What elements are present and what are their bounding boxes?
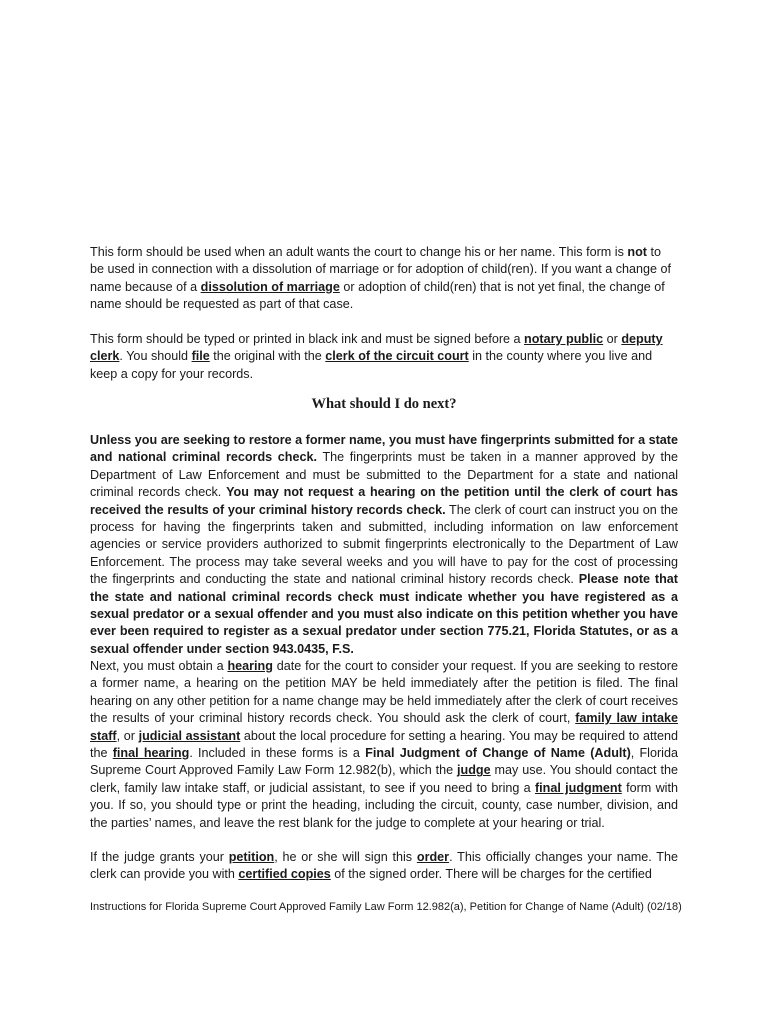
p2-text-1: This form should be typed or printed in black ink and must be signed before a — [90, 332, 525, 346]
term-clerk-of-circuit-court: clerk of the circuit court — [325, 349, 469, 364]
p4-text-6: , Florida Supreme Court Approved Family Law Form 12.982(b), which the — [90, 746, 678, 778]
term-family-law-intake-staff: family law intake staff — [90, 711, 679, 743]
term-judicial-assistant: judicial assistant — [138, 728, 241, 743]
term-file: file — [191, 349, 210, 364]
paragraph-purpose — [90, 244, 678, 314]
p3-bold-1: Unless you are seeking to restore a former name, you must have fingerprints submitted for a state and national criminal records check. — [90, 433, 678, 465]
paragraph-hearing — [90, 658, 678, 832]
term-certified-copies: certified copies — [238, 867, 331, 882]
paragraph-fingerprints — [90, 432, 678, 658]
term-hearing: hearing — [227, 659, 273, 673]
p2-text-5: in the county where you live and keep a copy for your records. — [90, 349, 653, 381]
p5-text-1: If the judge grants your — [90, 850, 229, 864]
term-final-judgment: final judgment — [534, 780, 622, 795]
p4-text-8: form with you. If so, you should type or print the heading, including the circuit, county, case number, division, and the parties’ names, and leave the rest blank for the judge to complete at your hearing or trial. — [90, 780, 678, 830]
term-deputy-clerk: deputy clerk — [90, 332, 663, 364]
p3-text-2: The clerk of court can instruct you on the process for having the fingerprints taken and submitted, including information on law enforcement agencies or service providers authorized to submit fingerprints electronically to the Department of Law Enforcement. The process may take several weeks and you will have to pay for the cost of processing the fingerprints and conducting the state and national criminal history records check. — [90, 502, 678, 587]
p1-text-2: to be used in connection with a dissolution of marriage or for adoption of child(ren). If you want a change of name because of a — [90, 245, 672, 294]
page-footer: Instructions for Florida Supreme Court Approved Family Law Form 12.982(a), Petition for Change of Name (Adult) (02/18) — [90, 901, 682, 913]
p3-bold-2: You may not request a hearing on the petition until the clerk of court has received the results of your criminal history records check. — [90, 485, 678, 517]
p3-bold-3: Please note that the state and national criminal records check must indicate whether you have registered as a sexual predator or a sexual offender and you must also indicate on this petition whether you have ever been required to register as a sexual predator under section 775.21, Florida Statutes, or as a sexual offender under section 943.0435, F.S. — [90, 572, 678, 656]
p4-text-5: . Included in these forms is a — [189, 746, 366, 761]
p4-text-2: date for the court to consider your request. If you are seeking to restore a former name, a hearing on the petition MAY be held immediately after the petition is filed. The final hearing on any other petition for a name change may be held immediately after the clerk of court receives the results of your criminal history records check. You should ask the clerk of court, — [90, 659, 678, 726]
term-judge: judge — [457, 763, 491, 778]
p2-text-4: the original with the — [209, 349, 326, 364]
section-heading: What should I do next? — [311, 396, 457, 412]
p4-text-3: , or — [116, 728, 139, 743]
term-dissolution-of-marriage: dissolution of marriage — [200, 279, 340, 294]
form-title-final-judgment: Final Judgment of Change of Name (Adult) — [365, 746, 631, 761]
p4-text-1: Next, you must obtain a — [90, 659, 228, 673]
p1-text-1: This form should be used when an adult wants the court to change his or her name. This form is — [90, 245, 628, 259]
p2-text-2: or — [603, 332, 622, 346]
p1-emphasis-not: not — [627, 245, 647, 259]
p2-text-3: . You should — [119, 349, 192, 364]
p4-text-7: may use. You should contact the clerk, family law intake staff, or judicial assistant, to see if you need to bring a — [90, 763, 678, 795]
term-notary-public: notary public — [524, 332, 604, 346]
paragraph-order — [90, 849, 678, 884]
term-final-hearing: final hearing — [112, 746, 190, 761]
p1-text-3: or adoption of child(ren) that is not yet final, the change of name should be requested as part of that case. — [90, 279, 665, 312]
p3-text-1: The fingerprints must be taken in a manner approved by the Department of Law Enforcement and must be submitted to the Department for a state and national criminal records check. — [90, 450, 678, 500]
p5-text-2: , he or she will sign this — [274, 850, 417, 864]
p5-text-4: of the signed order. There will be charges for the certified — [330, 867, 652, 882]
term-order: order — [416, 850, 450, 864]
paragraph-filing — [90, 331, 678, 383]
p4-text-4: about the local procedure for setting a hearing. You may be required to attend the — [90, 728, 678, 761]
term-petition: petition — [228, 850, 275, 864]
p5-text-3: . This officially changes your name. The clerk can provide you with — [90, 850, 678, 882]
